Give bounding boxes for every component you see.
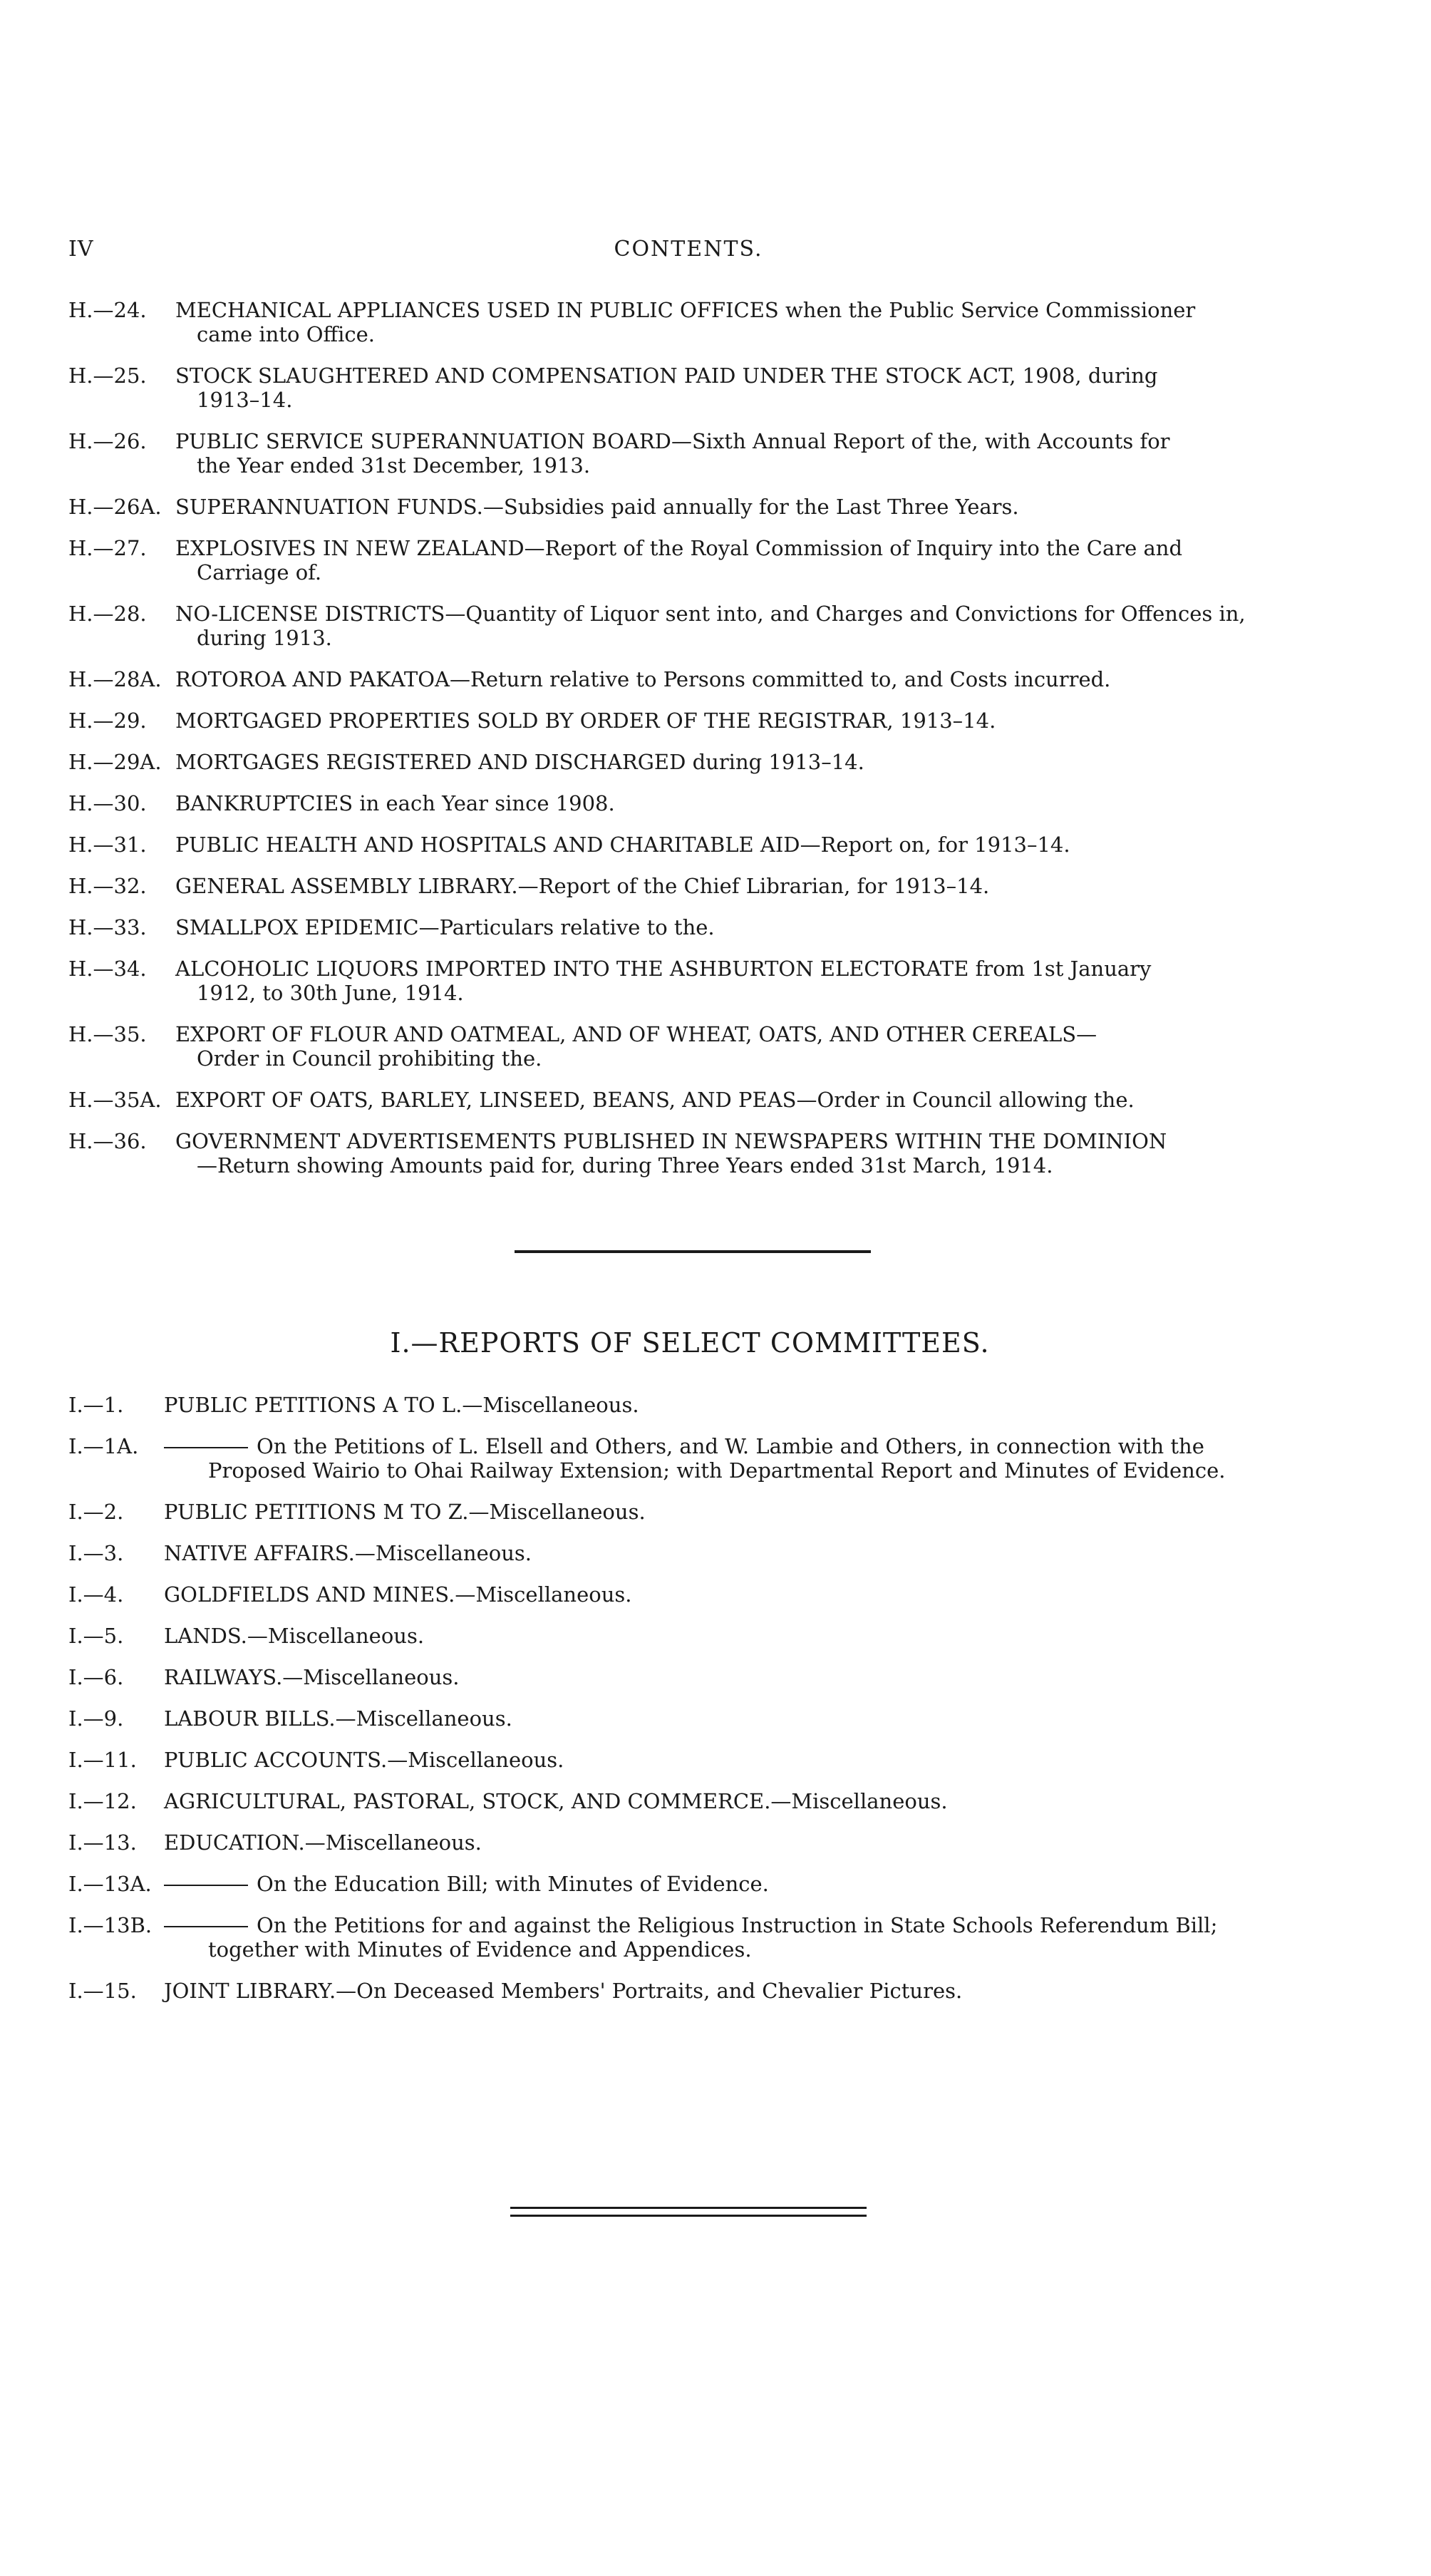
entry-heading: NATIVE AFFAIRS. <box>164 1541 355 1565</box>
entry-row <box>68 1393 1316 1417</box>
entry-row <box>68 1706 1316 1731</box>
list-item <box>68 1022 1316 1071</box>
entry-row <box>68 750 1316 774</box>
entry-row <box>68 791 1316 815</box>
entry-code: H.—26. <box>68 429 147 453</box>
entry-heading: PUBLIC PETITIONS M TO Z. <box>164 1500 469 1524</box>
entry-code: I.—5. <box>68 1624 124 1648</box>
entry-row <box>68 1789 1316 1813</box>
entry-description <box>175 1088 1316 1112</box>
i-contents-list <box>68 1393 1316 2020</box>
list-item <box>68 1872 1316 1896</box>
entry-detail: —Subsidies paid annually for the Last Three Years. <box>482 495 1019 519</box>
entry-code: H.—28. <box>68 602 147 626</box>
entry-description <box>164 1913 1316 1937</box>
section-title: I.—REPORTS OF SELECT COMMITTEES. <box>390 1327 990 1359</box>
entry-heading: GOVERNMENT ADVERTISEMENTS PUBLISHED IN NEWSPAPERS WITHIN THE DOMINION <box>175 1129 1167 1153</box>
entry-continuation: together with Minutes of Evidence and Appendices. <box>208 1937 752 1962</box>
entry-description <box>164 1434 1316 1458</box>
entry-heading: MECHANICAL APPLIANCES USED IN PUBLIC OFFICES <box>175 298 779 322</box>
entry-heading: EXPORT OF FLOUR AND OATMEAL, AND OF WHEAT, OATS, AND OTHER CEREALS <box>175 1022 1077 1046</box>
entry-heading: PUBLIC PETITIONS A TO L. <box>164 1393 463 1417</box>
entry-row <box>68 915 1316 939</box>
entry-detail: —Report on, for 1913–14. <box>800 833 1070 857</box>
entry-heading: SUPERANNUATION FUNDS. <box>175 495 483 519</box>
list-item <box>68 1434 1316 1483</box>
entry-description <box>175 915 1316 939</box>
entry-code: I.—3. <box>68 1541 124 1565</box>
entry-description <box>175 957 1316 981</box>
ditto-dash <box>164 1926 248 1927</box>
entry-code: H.—28A. <box>68 667 162 691</box>
entry-heading: SMALLPOX EPIDEMIC <box>175 915 419 939</box>
entry-detail: —Report of the Chief Librarian, for 1913–14. <box>517 874 990 898</box>
entry-detail: —Miscellaneous. <box>335 1706 512 1731</box>
list-item <box>68 1541 1316 1565</box>
entry-code: I.—2. <box>68 1500 124 1524</box>
entry-row <box>68 1582 1316 1607</box>
entry-description <box>164 1872 1316 1896</box>
list-item <box>68 1500 1316 1524</box>
entry-row <box>68 1500 1316 1524</box>
list-item <box>68 1582 1316 1607</box>
entry-detail: —Miscellaneous. <box>304 1830 482 1855</box>
entry-description <box>164 1393 1316 1417</box>
entry-heading: ROTOROA AND PAKATOA <box>175 667 450 691</box>
entry-detail: —Sixth Annual Report of the, with Accounts for <box>671 429 1170 453</box>
entry-description <box>175 709 1316 733</box>
list-item <box>68 536 1316 584</box>
entry-continuation: Carriage of. <box>197 560 322 584</box>
entry-code: H.—24. <box>68 298 147 322</box>
entry-description <box>164 1706 1316 1731</box>
entry-description <box>175 750 1316 774</box>
entry-detail: —Return relative to Persons committed to, and Costs incurred. <box>450 667 1111 691</box>
entry-heading: RAILWAYS. <box>164 1665 283 1689</box>
entry-code: H.—30. <box>68 791 147 815</box>
page-title: CONTENTS. <box>614 237 763 262</box>
list-item <box>68 667 1316 691</box>
entry-description <box>164 1830 1316 1855</box>
entry-code: H.—25. <box>68 364 147 388</box>
page-header <box>68 237 1308 265</box>
entry-detail: —Order in Council allowing the. <box>796 1088 1135 1112</box>
entry-heading: BANKRUPTCIES <box>175 791 353 815</box>
entry-detail: —Quantity of Liquor sent into, and Charges and Convictions for Offences in, <box>445 602 1246 626</box>
list-item <box>68 709 1316 733</box>
entry-row <box>68 1129 1316 1153</box>
ditto-dash <box>164 1885 248 1886</box>
entry-description <box>175 833 1316 857</box>
entry-description <box>175 667 1316 691</box>
entry-row <box>68 1434 1316 1458</box>
entry-heading: GOLDFIELDS AND MINES. <box>164 1582 455 1607</box>
entry-heading: PUBLIC ACCOUNTS. <box>164 1748 388 1772</box>
entry-row <box>68 874 1316 898</box>
list-item <box>68 750 1316 774</box>
section-divider <box>515 1250 871 1253</box>
list-item <box>68 429 1316 478</box>
entry-heading: MORTGAGES REGISTERED AND DISCHARGED <box>175 750 686 774</box>
ditto-dash <box>164 1447 248 1448</box>
entry-detail: when the Public Service Commissioner <box>778 298 1196 322</box>
entry-code: H.—26A. <box>68 495 162 519</box>
list-item <box>68 915 1316 939</box>
entry-heading: PUBLIC SERVICE SUPERANNUATION BOARD <box>175 429 671 453</box>
entry-description <box>175 298 1316 322</box>
entry-detail: during 1913–14. <box>686 750 864 774</box>
entry-row <box>68 833 1316 857</box>
entry-heading: EXPLOSIVES IN NEW ZEALAND <box>175 536 525 560</box>
entry-heading: GENERAL ASSEMBLY LIBRARY. <box>175 874 518 898</box>
entry-heading: STOCK SLAUGHTERED AND COMPENSATION PAID UNDER THE STOCK ACT, 1908, <box>175 364 1082 388</box>
entry-heading: EXPORT OF OATS, BARLEY, LINSEED, BEANS, AND PEAS <box>175 1088 797 1112</box>
entry-code: H.—35A. <box>68 1088 162 1112</box>
entry-detail: in each Year since 1908. <box>353 791 615 815</box>
entry-heading: MORTGAGED PROPERTIES SOLD BY ORDER OF THE REGISTRAR, 1913–14. <box>175 709 996 733</box>
entry-row <box>68 1665 1316 1689</box>
entry-row <box>68 298 1316 322</box>
list-item <box>68 1913 1316 1962</box>
entry-code: H.—32. <box>68 874 147 898</box>
list-item <box>68 833 1316 857</box>
list-item <box>68 1830 1316 1855</box>
entry-code: I.—9. <box>68 1706 124 1731</box>
list-item <box>68 1748 1316 1772</box>
entry-continuation: —Return showing Amounts paid for, during Three Years ended 31st March, 1914. <box>197 1153 1053 1178</box>
entry-description <box>175 1022 1316 1046</box>
entry-row <box>68 1913 1316 1937</box>
list-item <box>68 791 1316 815</box>
entry-description <box>164 1624 1316 1648</box>
entry-heading: AGRICULTURAL, PASTORAL, STOCK, AND COMMERCE. <box>164 1789 771 1813</box>
entry-description <box>164 1748 1316 1772</box>
entry-heading: LABOUR BILLS. <box>164 1706 336 1731</box>
entry-row <box>68 667 1316 691</box>
entry-detail: —Particulars relative to the. <box>418 915 715 939</box>
entry-description <box>175 602 1316 626</box>
entry-row <box>68 1541 1316 1565</box>
entry-description <box>175 495 1316 519</box>
entry-description <box>175 1129 1316 1153</box>
entry-row <box>68 602 1316 626</box>
list-item <box>68 298 1316 346</box>
entry-code: H.—35. <box>68 1022 147 1046</box>
entry-row <box>68 1872 1316 1896</box>
list-item <box>68 1088 1316 1112</box>
entry-detail: —Miscellaneous. <box>462 1393 639 1417</box>
page-number: IV <box>68 237 94 262</box>
entry-row <box>68 1748 1316 1772</box>
entry-continuation: during 1913. <box>197 626 332 650</box>
entry-code: I.—13. <box>68 1830 137 1855</box>
entry-row <box>68 1088 1316 1112</box>
entry-code: I.—11. <box>68 1748 137 1772</box>
entry-row <box>68 1979 1316 2003</box>
list-item <box>68 1624 1316 1648</box>
entry-description <box>164 1789 1316 1813</box>
entry-detail: —Miscellaneous. <box>455 1582 632 1607</box>
entry-code: I.—6. <box>68 1665 124 1689</box>
entry-code: H.—29A. <box>68 750 162 774</box>
list-item <box>68 1706 1316 1731</box>
entry-heading: ALCOHOLIC LIQUORS IMPORTED INTO THE ASHBURTON ELECTORATE <box>175 957 969 981</box>
entry-detail: —Report of the Royal Commission of Inquiry into the Care and <box>524 536 1183 560</box>
list-item <box>68 1393 1316 1417</box>
entry-code: H.—34. <box>68 957 147 981</box>
entry-code: I.—4. <box>68 1582 124 1607</box>
list-item <box>68 1129 1316 1178</box>
entry-description <box>175 429 1316 453</box>
entry-description <box>164 1665 1316 1689</box>
entry-continuation: Order in Council prohibiting the. <box>197 1046 542 1071</box>
entry-description <box>175 364 1316 388</box>
entry-continuation: 1913–14. <box>197 388 293 412</box>
entry-row <box>68 1022 1316 1046</box>
entry-description <box>175 791 1316 815</box>
entry-code: H.—29. <box>68 709 147 733</box>
entry-code: I.—12. <box>68 1789 137 1813</box>
entry-row <box>68 364 1316 388</box>
entry-detail: during <box>1081 364 1158 388</box>
entry-description <box>164 1500 1316 1524</box>
entry-description <box>164 1582 1316 1607</box>
entry-continuation: the Year ended 31st December, 1913. <box>197 453 591 478</box>
end-double-rule <box>510 2207 867 2217</box>
entry-heading: LANDS. <box>164 1624 247 1648</box>
entry-detail: —Miscellaneous. <box>770 1789 948 1813</box>
entry-heading: PUBLIC HEALTH AND HOSPITALS AND CHARITABLE AID <box>175 833 800 857</box>
entry-row <box>68 429 1316 453</box>
entry-detail: —Miscellaneous. <box>247 1624 425 1648</box>
list-item <box>68 1979 1316 2003</box>
entry-code: I.—1. <box>68 1393 124 1417</box>
entry-code: I.—15. <box>68 1979 137 2003</box>
entry-detail: On the Education Bill; with Minutes of Evidence. <box>257 1872 769 1896</box>
entry-row <box>68 709 1316 733</box>
entry-row <box>68 1830 1316 1855</box>
entry-detail: —Miscellaneous. <box>354 1541 532 1565</box>
entry-description <box>164 1979 1316 2003</box>
entry-row <box>68 957 1316 981</box>
entry-detail: from 1st January <box>968 957 1152 981</box>
entry-detail: — <box>1076 1022 1097 1046</box>
entry-code: I.—13A. <box>68 1872 152 1896</box>
entry-code: H.—31. <box>68 833 147 857</box>
entry-code: I.—1A. <box>68 1434 139 1458</box>
list-item <box>68 364 1316 412</box>
entry-continuation: Proposed Wairio to Ohai Railway Extension; with Departmental Report and Minutes of Evidence. <box>208 1458 1226 1483</box>
list-item <box>68 495 1316 519</box>
entry-detail: —Miscellaneous. <box>282 1665 460 1689</box>
entry-row <box>68 495 1316 519</box>
h-contents-list <box>68 298 1316 1195</box>
entry-heading: JOINT LIBRARY. <box>164 1979 336 2003</box>
entry-row <box>68 536 1316 560</box>
list-item <box>68 1789 1316 1813</box>
entry-continuation: 1912, to 30th June, 1914. <box>197 981 464 1005</box>
entry-description <box>175 536 1316 560</box>
entry-continuation: came into Office. <box>197 322 375 346</box>
entry-detail: —Miscellaneous. <box>468 1500 646 1524</box>
list-item <box>68 1665 1316 1689</box>
entry-detail: —On Deceased Members' Portraits, and Chevalier Pictures. <box>336 1979 963 2003</box>
list-item <box>68 957 1316 1005</box>
entry-heading: EDUCATION. <box>164 1830 305 1855</box>
entry-code: H.—33. <box>68 915 147 939</box>
entry-detail: —Miscellaneous. <box>387 1748 564 1772</box>
list-item <box>68 874 1316 898</box>
list-item <box>68 602 1316 650</box>
entry-row <box>68 1624 1316 1648</box>
entry-heading: NO-LICENSE DISTRICTS <box>175 602 445 626</box>
entry-code: H.—36. <box>68 1129 147 1153</box>
entry-detail: On the Petitions of L. Elsell and Others, and W. Lambie and Others, in connection with the <box>257 1434 1204 1458</box>
entry-description <box>175 874 1316 898</box>
entry-detail: On the Petitions for and against the Religious Instruction in State Schools Referendum Bill; <box>257 1913 1218 1937</box>
entry-code: H.—27. <box>68 536 147 560</box>
entry-code: I.—13B. <box>68 1913 153 1937</box>
entry-description <box>164 1541 1316 1565</box>
